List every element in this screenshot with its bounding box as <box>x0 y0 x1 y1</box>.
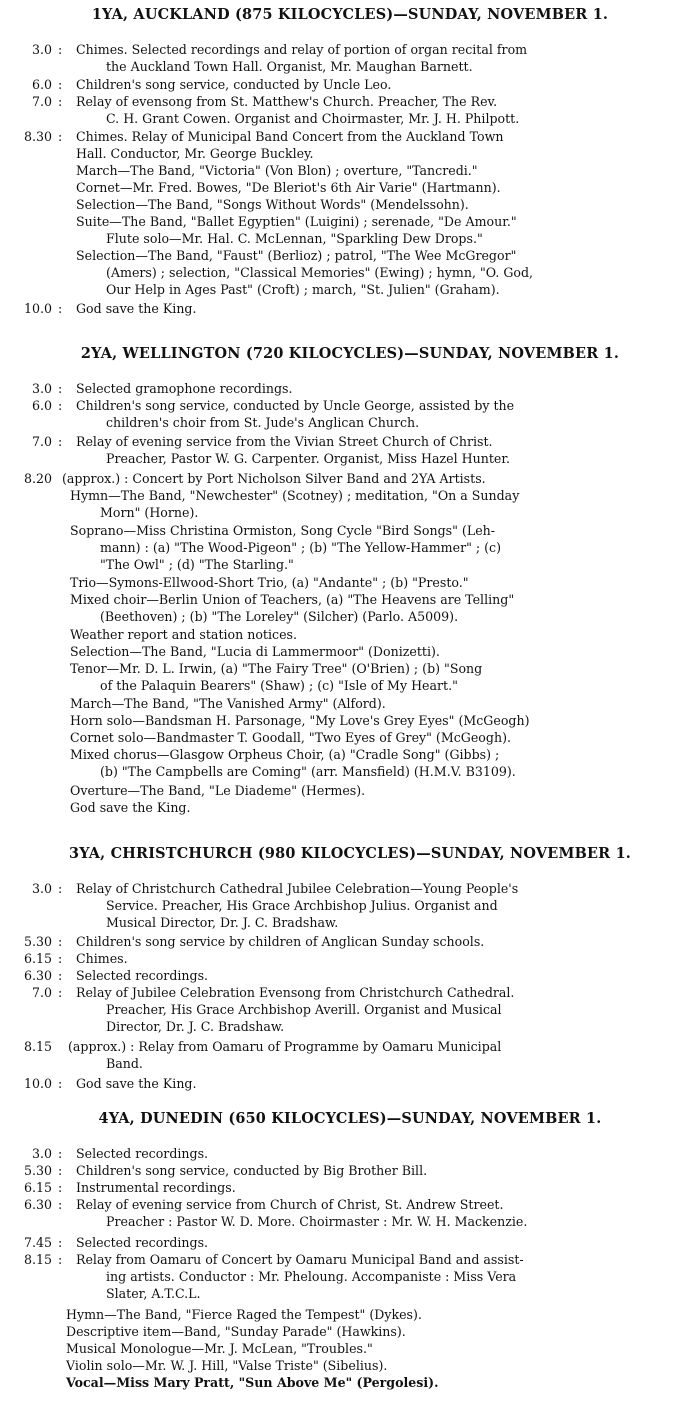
entry-time: 6.15 <box>23 1180 52 1195</box>
programme-item: God save the King. <box>70 800 191 815</box>
entry-separator: : <box>58 129 63 144</box>
programme-item: Selection—The Band, "Faust" (Berlioz) ; patrol, "The Wee McGregor" <box>76 248 517 263</box>
entry-text: (approx.) : Concert by Port Nicholson Silver Band and 2YA Artists. <box>62 471 486 486</box>
entry-text: God save the King. <box>76 1076 197 1091</box>
entry-separator: : <box>58 301 63 316</box>
programme-item: Overture—The Band, "Le Diademe" (Hermes). <box>70 783 366 798</box>
entry-time: 8.30 <box>23 129 52 144</box>
programme-item: Tenor—Mr. D. L. Irwin, (a) "The Fairy Tree" (O'Brien) ; (b) "Song <box>70 661 483 676</box>
entry-text: children's choir from St. Jude's Anglican Church. <box>106 415 420 430</box>
entry-separator: : <box>58 1163 63 1178</box>
programme-item: Selection—The Band, "Lucia di Lammermoor" (Donizetti). <box>70 644 440 659</box>
programme-item: Hymn—The Band, "Fierce Raged the Tempest" (Dykes). <box>66 1307 422 1322</box>
programme-item: mann) : (a) "The Wood-Pigeon" ; (b) "The Yellow-Hammer" ; (c) <box>100 540 502 555</box>
entry-time: 6.0 <box>31 77 52 92</box>
programme-item: Mixed chorus—Glasgow Orpheus Choir, (a) "Cradle Song" (Gibbs) ; <box>70 747 500 762</box>
entry-separator: : <box>58 381 63 396</box>
entry-separator: : <box>58 985 63 1000</box>
programme-item: Our Help in Ages Past" (Croft) ; march, "St. Julien" (Graham). <box>106 282 500 297</box>
entry-separator: : <box>58 434 63 449</box>
programme-item: Flute solo—Mr. Hal. C. McLennan, "Sparkling Dew Drops." <box>106 231 483 246</box>
entry-time: 7.0 <box>31 985 52 1000</box>
entry-text: Preacher, Pastor W. G. Carpenter. Organist, Miss Hazel Hunter. <box>106 451 510 466</box>
entry-text: Relay of Jubilee Celebration Evensong from Christchurch Cathedral. <box>76 985 515 1000</box>
entry-text: Relay of evening service from Church of Christ, St. Andrew Street. <box>76 1197 504 1212</box>
station-header: 1YA, AUCKLAND (875 KILOCYCLES)—SUNDAY, NOVEMBER 1. <box>91 6 609 23</box>
entry-text: Selected recordings. <box>76 1146 209 1161</box>
entry-text: Director, Dr. J. C. Bradshaw. <box>106 1019 285 1034</box>
entry-time: 3.0 <box>31 381 52 396</box>
entry-text: Selected gramophone recordings. <box>76 381 293 396</box>
programme-item: Trio—Symons-Ellwood-Short Trio, (a) "Andante" ; (b) "Presto." <box>70 575 469 590</box>
entry-separator: : <box>58 1197 63 1212</box>
programme-item: Weather report and station notices. <box>70 627 297 642</box>
programme-item: (b) "The Campbells are Coming" (arr. Mansfield) (H.M.V. B3109). <box>100 764 516 779</box>
entry-text: Relay from Oamaru of Concert by Oamaru Municipal Band and assist- <box>76 1252 524 1267</box>
entry-text: Service. Preacher, His Grace Archbishop Julius. Organist and <box>106 898 498 913</box>
entry-time: 6.15 <box>23 951 52 966</box>
entry-time: 7.0 <box>31 434 52 449</box>
entry-text: Musical Director, Dr. J. C. Bradshaw. <box>106 915 339 930</box>
entry-text: Selected recordings. <box>76 1235 209 1250</box>
entry-time: 3.0 <box>31 881 52 896</box>
entry-text: the Auckland Town Hall. Organist, Mr. Maughan Barnett. <box>106 59 473 74</box>
programme-item: Violin solo—Mr. W. J. Hill, "Valse Triste" (Sibelius). <box>66 1358 388 1373</box>
entry-separator: : <box>58 881 63 896</box>
entry-separator: : <box>58 951 63 966</box>
station-header: 2YA, WELLINGTON (720 KILOCYCLES)—SUNDAY, NOVEMBER 1. <box>80 345 620 362</box>
entry-time: 5.30 <box>23 1163 52 1178</box>
programme-item: Suite—The Band, "Ballet Egyptien" (Luigini) ; serenade, "De Amour." <box>76 214 517 229</box>
entry-separator: : <box>58 1252 63 1267</box>
entry-separator: : <box>58 934 63 949</box>
programme-item: March—The Band, "The Vanished Army" (Alford). <box>70 696 386 711</box>
programme-item: Hymn—The Band, "Newchester" (Scotney) ; meditation, "On a Sunday <box>70 488 520 503</box>
entry-time: 3.0 <box>31 42 52 57</box>
entry-text: Chimes. Relay of Municipal Band Concert from the Auckland Town <box>76 129 504 144</box>
entry-separator: : <box>58 1146 63 1161</box>
programme-item: Morn" (Horne). <box>100 505 199 520</box>
programme-item: Musical Monologue—Mr. J. McLean, "Troubles." <box>66 1341 373 1356</box>
programme-item: Cornet—Mr. Fred. Bowes, "De Bleriot's 6th Air Varie" (Hartmann). <box>76 180 501 195</box>
entry-separator: : <box>58 94 63 109</box>
entry-text: Relay of Christchurch Cathedral Jubilee Celebration—Young People's <box>76 881 519 896</box>
entry-time: 10.0 <box>23 301 52 316</box>
programme-item: (Amers) ; selection, "Classical Memories" (Ewing) ; hymn, "O. God, <box>106 265 534 280</box>
entry-text: ing artists. Conductor : Mr. Pheloung. Accompaniste : Miss Vera <box>106 1269 517 1284</box>
entry-separator: : <box>58 968 63 983</box>
entry-text: Hall. Conductor, Mr. George Buckley. <box>76 146 314 161</box>
entry-text: Band. <box>106 1056 143 1071</box>
programme-item: of the Palaquin Bearers" (Shaw) ; (c) "Isle of My Heart." <box>100 678 458 693</box>
entry-text: Chimes. Selected recordings and relay of portion of organ recital from <box>76 42 528 57</box>
entry-text: Slater, A.T.C.L. <box>106 1286 201 1301</box>
entry-separator: : <box>58 1180 63 1195</box>
entry-text: Children's song service, conducted by Uncle George, assisted by the <box>76 398 515 413</box>
entry-text: Children's song service by children of Anglican Sunday schools. <box>76 934 485 949</box>
entry-text: Relay of evensong from St. Matthew's Church. Preacher, The Rev. <box>76 94 498 109</box>
programme-item: Horn solo—Bandsman H. Parsonage, "My Love's Grey Eyes" (McGeogh) <box>70 713 530 728</box>
entry-text: (approx.) : Relay from Oamaru of Programme by Oamaru Municipal <box>68 1039 502 1054</box>
entry-separator: : <box>58 1235 63 1250</box>
programme-item: March—The Band, "Victoria" (Von Blon) ; overture, "Tancredi." <box>76 163 478 178</box>
entry-text: Chimes. <box>76 951 128 966</box>
entry-time: 5.30 <box>23 934 52 949</box>
programme-item: Soprano—Miss Christina Ormiston, Song Cycle "Bird Songs" (Leh- <box>70 523 496 538</box>
entry-text: God save the King. <box>76 301 197 316</box>
entry-time: 7.0 <box>31 94 52 109</box>
programme-item: "The Owl" ; (d) "The Starling." <box>100 557 294 572</box>
entry-time: 8.20 <box>23 471 52 486</box>
entry-time: 6.30 <box>23 1197 52 1212</box>
programme-item: Vocal—Miss Mary Pratt, "Sun Above Me" (Pergolesi). <box>66 1375 439 1390</box>
entry-text: Selected recordings. <box>76 968 209 983</box>
entry-time: 8.15 <box>23 1252 52 1267</box>
entry-time: 10.0 <box>23 1076 52 1091</box>
programme-item: Cornet solo—Bandmaster T. Goodall, "Two Eyes of Grey" (McGeogh). <box>70 730 511 745</box>
entry-text: Relay of evening service from the Vivian Street Church of Christ. <box>76 434 493 449</box>
entry-text: Children's song service, conducted by Big Brother Bill. <box>76 1163 428 1178</box>
entry-time: 7.45 <box>23 1235 52 1250</box>
station-header: 4YA, DUNEDIN (650 KILOCYCLES)—SUNDAY, NOVEMBER 1. <box>98 1110 602 1127</box>
entry-time: 8.15 <box>23 1039 52 1054</box>
programme-item: Mixed choir—Berlin Union of Teachers, (a) "The Heavens are Telling" <box>70 592 515 607</box>
programme-item: Descriptive item—Band, "Sunday Parade" (Hawkins). <box>66 1324 406 1339</box>
entry-time: 6.30 <box>23 968 52 983</box>
programme-item: (Beethoven) ; (b) "The Loreley" (Silcher) (Parlo. A5009). <box>100 609 459 624</box>
entry-text: C. H. Grant Cowen. Organist and Choirmaster, Mr. J. H. Philpott. <box>106 111 520 126</box>
entry-separator: : <box>58 1076 63 1091</box>
entry-separator: : <box>58 77 63 92</box>
entry-separator: : <box>58 42 63 57</box>
entry-text: Preacher, His Grace Archbishop Averill. Organist and Musical <box>106 1002 502 1017</box>
station-header: 3YA, CHRISTCHURCH (980 KILOCYCLES)—SUNDAY, NOVEMBER 1. <box>68 845 632 862</box>
entry-separator: : <box>58 398 63 413</box>
programme-item: Selection—The Band, "Songs Without Words" (Mendelssohn). <box>76 197 469 212</box>
entry-text: Preacher : Pastor W. D. More. Choirmaster : Mr. W. H. Mackenzie. <box>106 1214 528 1229</box>
entry-text: Children's song service, conducted by Uncle Leo. <box>76 77 392 92</box>
entry-time: 6.0 <box>31 398 52 413</box>
entry-time: 3.0 <box>31 1146 52 1161</box>
entry-text: Instrumental recordings. <box>76 1180 236 1195</box>
